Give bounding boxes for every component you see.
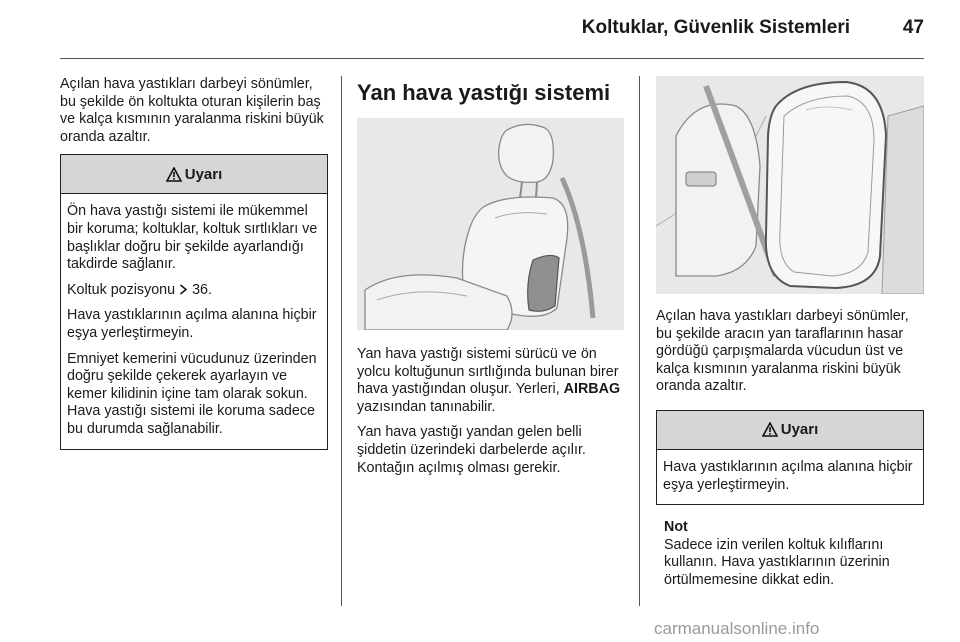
page-number: 47 bbox=[902, 17, 924, 38]
page-reference-link[interactable]: 36. bbox=[192, 281, 212, 298]
column-3 bbox=[656, 76, 924, 590]
column-2 bbox=[357, 76, 627, 485]
column-divider bbox=[639, 76, 640, 606]
warning-triangle-icon bbox=[762, 422, 778, 437]
column-divider bbox=[341, 76, 342, 606]
seat-airbag-illustration bbox=[357, 118, 624, 330]
section-title: Yan hava yastığı sistemi bbox=[357, 80, 611, 105]
warning-header bbox=[61, 155, 327, 194]
body-paragraph bbox=[357, 346, 627, 416]
warning-body bbox=[657, 450, 923, 504]
note-label: Not bbox=[664, 519, 688, 536]
page-header-title: Koltuklar, Güvenlik Sistemleri bbox=[581, 17, 850, 38]
airbag-label-text: AIRBAG bbox=[563, 381, 621, 398]
watermark: carmanualsonline.info bbox=[654, 619, 820, 638]
warning-paragraph: Emniyet kemerini vücudunuz üzerinden doğru şekilde çekerek ayarlayın ve kemer kilidinin içine tam olarak sokun. Hava yastığı sistemi ile koruma sadece bu durumda sağlanabilir. bbox=[67, 350, 317, 437]
deployed-side-airbag-illustration bbox=[656, 76, 924, 294]
warning-title: Uyarı bbox=[780, 421, 819, 439]
warning-paragraph: Hava yastıklarının açılma alanına hiçbir eşya yerleştirmeyin. bbox=[67, 307, 317, 341]
warning-box bbox=[60, 154, 328, 449]
body-text: Yan hava yastığı sistemi sürücü ve ön yolcu koltuğunun sırtlığında bulunan birer hava yastığından oluşur. Yerleri, bbox=[357, 346, 619, 398]
body-paragraph: Yan hava yastığı yandan gelen belli şiddetin üzerindeki darbelerde açılır. Kontağın açılmış olması gerekir. bbox=[357, 424, 586, 476]
warning-body bbox=[61, 194, 327, 448]
warning-title: Uyarı bbox=[184, 165, 223, 183]
header-rule bbox=[60, 58, 924, 59]
warning-paragraph bbox=[67, 282, 321, 300]
body-text: yazısından tanınabilir. bbox=[357, 398, 496, 415]
note-text: Sadece izin verilen koltuk kılıflarını kullanın. Hava yastıklarının üzerinin örtülmemesine dikkat edin. bbox=[664, 536, 890, 588]
body-paragraph: Açılan hava yastıkları darbeyi sönümler, bu şekilde aracın yan taraflarının hasar gördüğü çarpışmalarda vücudun üst ve kalça kısmının yaralanma riskini büyük oranda azaltır. bbox=[656, 308, 909, 395]
warning-box bbox=[656, 410, 924, 505]
warning-triangle-icon bbox=[166, 167, 182, 182]
intro-paragraph: Açılan hava yastıkları darbeyi sönümler, bu şekilde ön koltukta oturan kişilerin baş ve kalça kısmının yaralanma riskini büyük oranda azaltır. bbox=[60, 76, 324, 145]
reference-text: Koltuk pozisyonu bbox=[67, 281, 176, 298]
warning-paragraph: Hava yastıklarının açılma alanına hiçbir eşya yerleştirmeyin. bbox=[663, 458, 913, 493]
warning-paragraph: Ön hava yastığı sistemi ile mükemmel bir koruma; koltuklar, koltuk sırtlıkları ve başlıklar doğru bir şekilde ayarlandığı takdirde sağlanır. bbox=[67, 203, 318, 273]
page-reference-arrow-icon bbox=[179, 284, 188, 295]
note-block bbox=[656, 519, 924, 589]
warning-header bbox=[657, 411, 923, 450]
column-1 bbox=[60, 76, 328, 450]
